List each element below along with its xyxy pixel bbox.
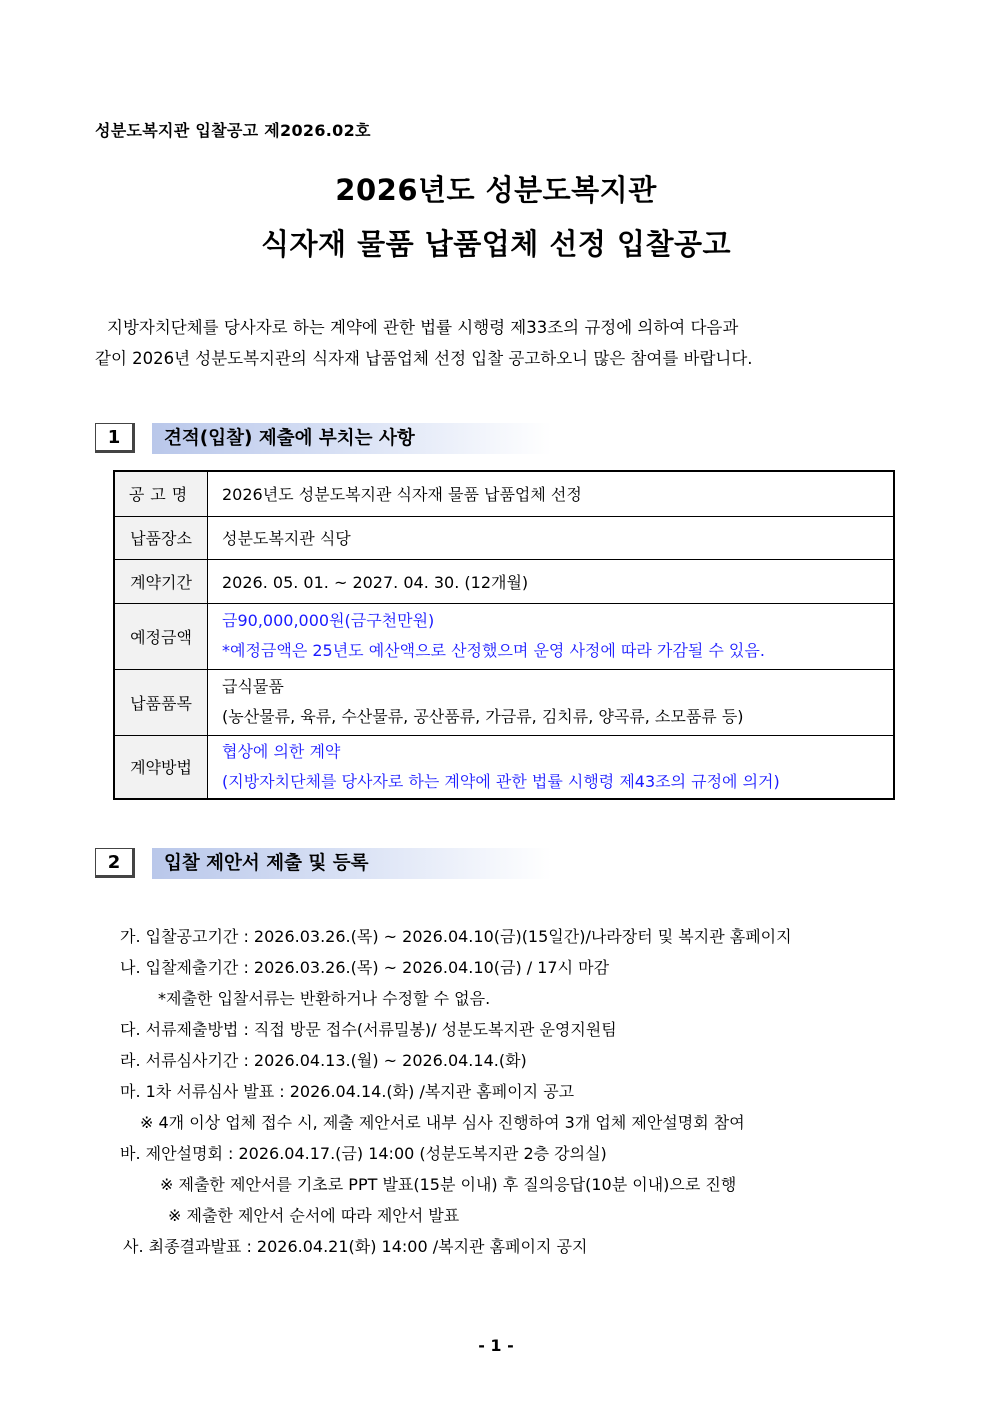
- list-item-note: ※ 제출한 제안서를 기초로 PPT 발표(15분 이내) 후 질의응답(10분 이내)으로 진행: [160, 1175, 737, 1194]
- row-value-estimated-amount: [208, 603, 895, 669]
- list-item: 나. 입찰제출기간 : 2026.03.26.(목) ~ 2026.04.10(금) / 17시 마감: [120, 958, 610, 977]
- row-label-delivery-place: 납품장소: [114, 516, 208, 559]
- list-item: 바. 제안설명회 : 2026.04.17.(금) 14:00 (성분도복지관 2층 강의실): [120, 1144, 607, 1163]
- row-value-delivery-place: 성분도복지관 식당: [208, 516, 895, 559]
- table-row: [114, 669, 894, 735]
- row-label-estimated-amount: 예정금액: [114, 603, 208, 669]
- contract-method: 협상에 의한 계약: [222, 741, 341, 761]
- document-title-line2: 식자재 물품 납품업체 선정 입찰공고: [260, 227, 732, 261]
- list-item-note: ※ 제출한 제안서 순서에 따라 제안서 발표: [168, 1206, 460, 1225]
- row-label-contract-period: 계약기간: [114, 559, 208, 603]
- delivery-items: 급식물품: [222, 677, 284, 696]
- list-item: 라. 서류심사기간 : 2026.04.13.(월) ~ 2026.04.14.(화): [120, 1051, 527, 1070]
- bid-info-table: [113, 470, 895, 800]
- section1-number: 1: [95, 423, 135, 453]
- estimated-amount-note: *예정금액은 25년도 예산액으로 산정했으며 운영 사정에 따라 가감될 수 있음.: [222, 641, 765, 660]
- section1-header: [95, 423, 555, 457]
- contract-method-basis: (지방자치단체를 당사자로 하는 계약에 관한 법률 시행령 제43조의 규정에 의거): [222, 771, 780, 791]
- list-item-note: ※ 4개 이상 업체 접수 시, 제출 제안서로 내부 심사 진행하여 3개 업체 제안설명회 참여: [140, 1113, 745, 1132]
- row-value-contract-period: 2026. 05. 01. ~ 2027. 04. 30. (12개월): [208, 559, 895, 603]
- delivery-items-detail: (농산물류, 육류, 수산물류, 공산품류, 가금류, 김치류, 양곡류, 소모품류 등): [222, 707, 744, 726]
- section2-header: [95, 848, 555, 882]
- table-row: [114, 603, 894, 669]
- table-row: [114, 559, 894, 603]
- section2-title: 입찰 제안서 제출 및 등록: [152, 848, 552, 879]
- section1-title: 견적(입찰) 제출에 부치는 사항: [152, 423, 552, 454]
- intro-paragraph: [95, 312, 895, 374]
- row-label-delivery-items: 납품품목: [114, 669, 208, 735]
- list-item: 가. 입찰공고기간 : 2026.03.26.(목) ~ 2026.04.10(금)(15일간)/나라장터 및 복지관 홈페이지: [120, 927, 792, 946]
- intro-line2: 같이 2026년 성분도복지관의 식자재 납품업체 선정 입찰 공고하오니 많은 참여를 바랍니다.: [95, 349, 753, 368]
- document-title-line1: 2026년도 성분도복지관: [335, 173, 657, 207]
- list-item: 마. 1차 서류심사 발표 : 2026.04.14.(화) /복지관 홈페이지 공고: [120, 1082, 575, 1101]
- table-row: [114, 735, 894, 799]
- list-item-note: *제출한 입찰서류는 반환하거나 수정할 수 없음.: [158, 989, 491, 1008]
- estimated-amount: 금90,000,000원(금구천만원): [222, 611, 435, 630]
- section2-number: 2: [95, 848, 135, 878]
- row-label-contract-method: 계약방법: [114, 735, 208, 799]
- row-value-contract-method: [208, 735, 895, 799]
- page-number: - 1 -: [478, 1336, 514, 1355]
- notice-number: 성분도복지관 입찰공고 제2026.02호: [95, 121, 371, 140]
- row-value-delivery-items: [208, 669, 895, 735]
- intro-line1: 지방자치단체를 당사자로 하는 계약에 관한 법률 시행령 제33조의 규정에 의하여 다음과: [107, 318, 739, 337]
- row-value-notice-name: 2026년도 성분도복지관 식자재 물품 납품업체 선정: [208, 471, 895, 516]
- table-row: [114, 516, 894, 559]
- row-label-notice-name: 공고명: [114, 471, 208, 516]
- list-item: 사. 최종결과발표 : 2026.04.21(화) 14:00 /복지관 홈페이지 공지: [123, 1237, 588, 1256]
- list-item: 다. 서류제출방법 : 직접 방문 접수(서류밀봉)/ 성분도복지관 운영지원팀: [120, 1020, 617, 1039]
- table-row: [114, 471, 894, 516]
